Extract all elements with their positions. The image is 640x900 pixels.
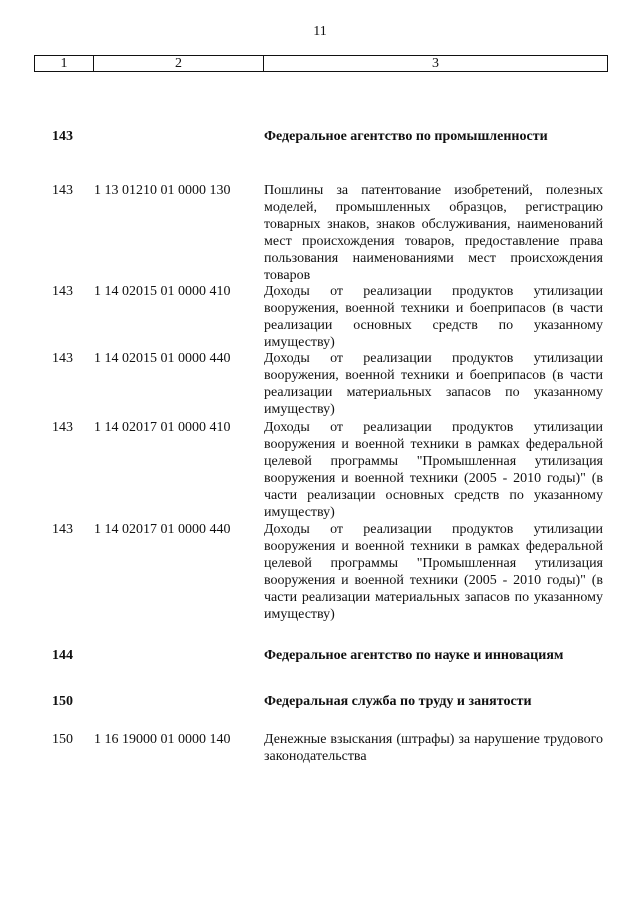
row-name: Федеральная служба по труду и занятости xyxy=(264,694,532,709)
revenue-code: 1 13 01210 01 0000 130 xyxy=(94,183,231,198)
row-name: Федеральное агентство по науке и инновациям xyxy=(264,648,564,663)
column-header-1: 1 xyxy=(35,56,94,72)
revenue-code: 1 14 02017 01 0000 440 xyxy=(94,522,231,537)
column-header-3: 3 xyxy=(264,56,608,72)
admin-code: 150 xyxy=(52,694,73,709)
row-name: Денежные взыскания (штрафы) за нарушение трудового законодательства xyxy=(264,732,603,764)
admin-code: 143 xyxy=(52,129,73,144)
admin-code: 143 xyxy=(52,351,73,366)
revenue-code: 1 14 02015 01 0000 440 xyxy=(94,351,231,366)
revenue-code: 1 14 02015 01 0000 410 xyxy=(94,284,231,299)
admin-code: 150 xyxy=(52,732,73,747)
revenue-code: 1 14 02017 01 0000 410 xyxy=(94,420,231,435)
row-name: Доходы от реализации продуктов утилизации вооружения и военной техники в рамках федеральной целевой программы "Промышленная утилизация вооружения и военной техники (2005 - 2010 годы)" (в части реализации материальных запасов по указанному имуществу) xyxy=(264,522,603,622)
row-name: Пошлины за патентование изобретений, полезных моделей, промышленных образцов, регистрацию товарных знаков, знаков обслуживания, наименований мест происхождения товаров, предоставление права пользования наименованиями мест происхождения товаров xyxy=(264,183,603,283)
row-name: Доходы от реализации продуктов утилизации вооружения, военной техники и боеприпасов (в части реализации материальных запасов по указанному имуществу) xyxy=(264,351,603,417)
page-number: 11 xyxy=(313,24,327,39)
row-name: Федеральное агентство по промышленности xyxy=(264,129,548,144)
revenue-code: 1 16 19000 01 0000 140 xyxy=(94,732,231,747)
row-name: Доходы от реализации продуктов утилизации вооружения и военной техники в рамках федеральной целевой программы "Промышленная утилизация вооружения и военной техники (2005 - 2010 годы)" (в части реализации основных средств по указанному имуществу) xyxy=(264,420,603,520)
admin-code: 144 xyxy=(52,648,73,663)
admin-code: 143 xyxy=(52,420,73,435)
column-header-row xyxy=(35,56,608,72)
column-header-2: 2 xyxy=(94,56,264,72)
row-name: Доходы от реализации продуктов утилизации вооружения, военной техники и боеприпасов (в части реализации основных средств по указанному имуществу) xyxy=(264,284,603,350)
admin-code: 143 xyxy=(52,284,73,299)
column-header-table xyxy=(34,55,608,72)
admin-code: 143 xyxy=(52,183,73,198)
admin-code: 143 xyxy=(52,522,73,537)
